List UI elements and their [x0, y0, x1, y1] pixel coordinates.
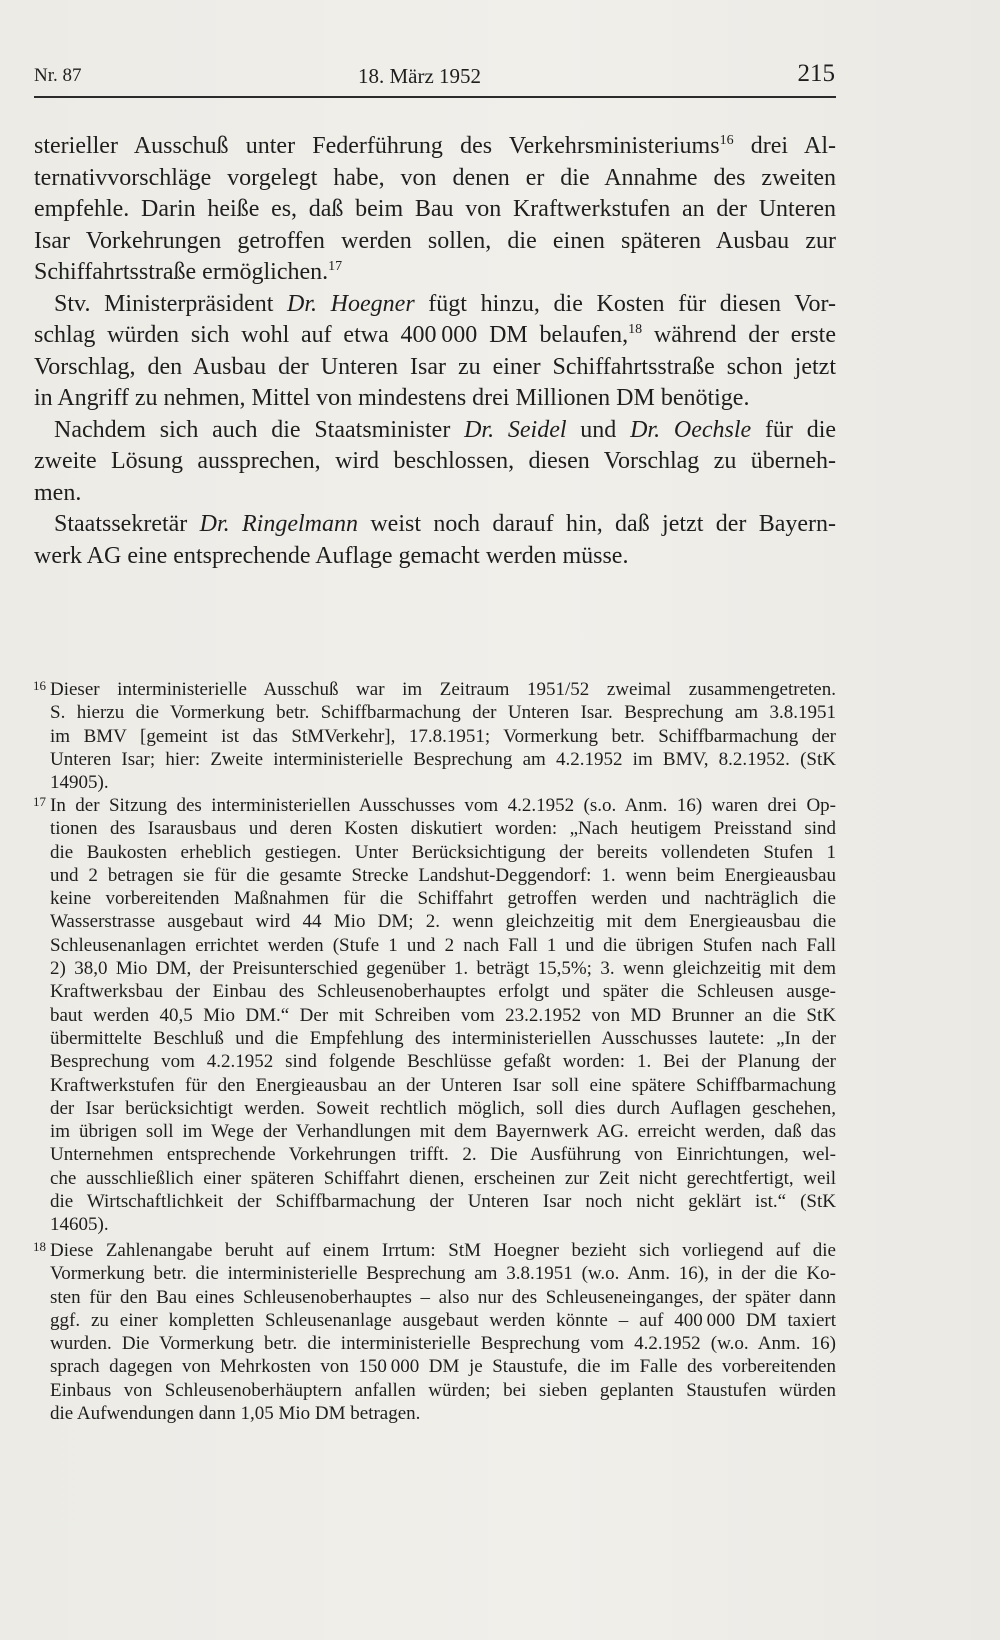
- footnote-line: im übrigen soll im Wege der Verhandlungen mit dem Bayernwerk AG. erreicht werden, daß das: [50, 1121, 836, 1143]
- line-text: Staatssekretär: [54, 511, 200, 537]
- footnote-line: die Baukosten erheblich gestiegen. Unter Berücksichtigung der bereits vollendeten Stufen 1: [50, 841, 836, 863]
- footnote-line: 14905).: [50, 772, 109, 794]
- footnote-line: 2) 38,0 Mio DM, der Preisunterschied gegenüber 1. beträgt 15,5%; 3. wenn gleichzeitig mit dem: [50, 958, 836, 980]
- person-name: Dr. Oechsle: [630, 416, 752, 443]
- line-text: ternativvorschläge vorgelegt habe, von denen er die Annahme des zweiten: [34, 164, 836, 191]
- footnote-line: ggf. zu einer kompletten Schleusenanlage ausgebaut werden könnte – auf 400 000 DM taxiert: [50, 1309, 836, 1331]
- footnotes: [34, 0, 836, 1640]
- footnote-line: Wasserstrasse ausgebaut wird 44 Mio DM; 2. wenn gleichzeitig mit dem Energieausbau die: [50, 911, 836, 933]
- person-name: Dr. Hoegner: [287, 290, 415, 317]
- footnote-number: 17: [33, 794, 46, 809]
- line-text: werk AG eine entsprechende Auflage gemacht werden müsse.: [34, 542, 629, 569]
- footnote-text: [50, 794, 836, 1237]
- footnote-line: Einbaus von Schleusenoberhäuptern anfallen würden; bei sieben geplanten Staustufen würden: [50, 1379, 836, 1401]
- footnote-line: Unteren Isar; hier: Zweite interministerielle Besprechung am 4.2.1952 im BMV, 8.2.1952. (StK: [50, 748, 836, 770]
- line-text: drei Al-: [733, 133, 836, 159]
- footnote-16: [34, 678, 836, 794]
- footnote-line: keine vorbereitenden Maßnahmen für die Schiffahrt getroffen werden und nachträglich die: [50, 888, 836, 910]
- footnote-line: Besprechung vom 4.2.1952 sind folgende Beschlüsse gefaßt worden: 1. Bei der Planung der: [50, 1051, 836, 1073]
- footnote-reference: 18: [628, 322, 643, 337]
- footnote-17: [34, 794, 836, 1237]
- person-name: Dr. Seidel: [464, 416, 567, 443]
- footnote-line: Kraftwerkstufen für den Energieausbau an der Unteren Isar soll eine spätere Schiffbarmachung: [50, 1074, 836, 1096]
- footnote-line: die Aufwendungen dann 1,05 Mio DM betragen.: [50, 1403, 421, 1425]
- line-text: schlag würden sich wohl auf etwa 400 000 DM belaufen,: [34, 322, 629, 348]
- footnote-line: übermittelte Beschluß und die Empfehlung des interministeriellen Ausschusses lautete: „In der: [50, 1027, 836, 1049]
- footnote-line: sten für den Bau eines Schleusenoberhauptes – also nur des Schleuseneinganges, der später dann: [50, 1286, 836, 1308]
- footnote-text: [50, 1239, 836, 1425]
- person-name: Dr. Ringelmann: [199, 511, 358, 537]
- footnote-line: Kraftwerksbau der Einbau des Schleusenoberhauptes erfolgt und später die Schleusen ausge-: [50, 981, 836, 1003]
- header-date: 18. März 1952: [358, 64, 482, 88]
- footnote-line: baut werden 40,5 Mio DM.“ Der mit Schreiben vom 23.2.1952 von MD Brunner an die StK: [50, 1004, 836, 1026]
- footnote-reference: 17: [328, 259, 343, 274]
- line-text: men.: [34, 479, 82, 506]
- line-text: Vorschlag, den Ausbau der Unteren Isar zu einer Schiffahrtsstraße schon jetzt: [34, 353, 836, 380]
- footnote-reference: 16: [719, 133, 734, 148]
- footnote-line: wurden. Die Vormerkung betr. die interministerielle Besprechung vom 4.2.1952 (w.o. Anm. 16): [50, 1333, 836, 1355]
- document-number: Nr. 87: [34, 65, 82, 86]
- footnote-line: che ausschließlich einer späteren Schiffahrt dienen, erscheinen zur Zeit nicht gerechtfertigt, weil: [50, 1167, 836, 1189]
- line-text: Isar Vorkehrungen getroffen werden sollen, die einen späteren Ausbau zur: [34, 227, 836, 254]
- line-text: während der erste: [642, 322, 836, 348]
- line-text: Schiffahrtsstraße ermöglichen.: [34, 259, 329, 285]
- line-text: Stv. Ministerpräsident: [54, 290, 288, 317]
- footnote-line: Schleusenanlagen errichtet werden (Stufe 1 und 2 nach Fall 1 und die übrigen Stufen nach Fall: [50, 934, 836, 956]
- footnote-line: im BMV [gemeint ist das StMVerkehr], 17.8.1951; Vormerkung betr. Schiffbarmachung der: [50, 725, 836, 747]
- page-number: 215: [797, 60, 835, 87]
- line-text: und: [566, 416, 631, 443]
- footnote-line: S. hierzu die Vormerkung betr. Schiffbarmachung der Unteren Isar. Besprechung am 3.8.1951: [50, 702, 836, 724]
- line-text: für die: [751, 416, 837, 443]
- footnote-line: Diese Zahlenangabe beruht auf einem Irrtum: StM Hoegner bezieht sich vorliegend auf die: [50, 1240, 836, 1261]
- footnote-line: sprach dagegen von Mehrkosten von 150 000 DM je Staustufe, die im Falle des vorbereitenden: [50, 1356, 836, 1378]
- line-text: in Angriff zu nehmen, Mittel von mindestens drei Millionen DM benötige.: [34, 385, 750, 411]
- footnote-number: 16: [33, 678, 46, 693]
- footnote-18: [34, 1239, 836, 1425]
- footnote-text: [50, 678, 836, 794]
- line-text: weist noch darauf hin, daß jetzt der Bayern-: [358, 511, 837, 537]
- line-text: Nachdem sich auch die Staatsminister: [54, 416, 465, 443]
- footnote-number: 18: [33, 1239, 46, 1254]
- line-text: fügt hinzu, die Kosten für diesen Vor-: [414, 290, 836, 317]
- line-text: empfehle. Darin heiße es, daß beim Bau von Kraftwerkstufen an der Unteren: [34, 196, 836, 222]
- footnote-line: und 2 betragen sie für die gesamte Strecke Landshut-Deggendorf: 1. wenn beim Energieausbau: [50, 864, 836, 886]
- footnote-line: der Isar berücksichtigt werden. Soweit rechtlich möglich, soll dies durch Auflagen geschehen,: [50, 1097, 836, 1119]
- line-text: sterieller Ausschuß unter Federführung des Verkehrsministeriums: [34, 133, 720, 159]
- line-text: zweite Lösung aussprechen, wird beschlossen, diesen Vorschlag zu überneh-: [34, 448, 836, 474]
- footnote-line: In der Sitzung des interministeriellen Ausschusses vom 4.2.1952 (s.o. Anm. 16) waren drei Op-: [50, 795, 836, 816]
- footnote-line: Dieser interministerielle Ausschuß war im Zeitraum 1951/52 zweimal zusammengetreten.: [50, 679, 836, 700]
- footnote-line: Vormerkung betr. die interministerielle Besprechung am 3.8.1951 (w.o. Anm. 16), in der die Ko-: [50, 1263, 836, 1285]
- footnote-line: die Wirtschaftlichkeit der Schiffbarmachung der Unteren Isar noch nicht geklärt ist.“ (StK: [50, 1191, 836, 1213]
- footnote-line: 14605).: [50, 1214, 109, 1236]
- footnote-line: Unternehmen entsprechende Vorkehrungen trifft. 2. Die Ausführung von Einrichtungen, wel-: [50, 1144, 836, 1166]
- footnote-line: tionen des Isarausbaus und deren Kosten diskutiert worden: „Nach heutigem Preisstand sind: [50, 818, 836, 840]
